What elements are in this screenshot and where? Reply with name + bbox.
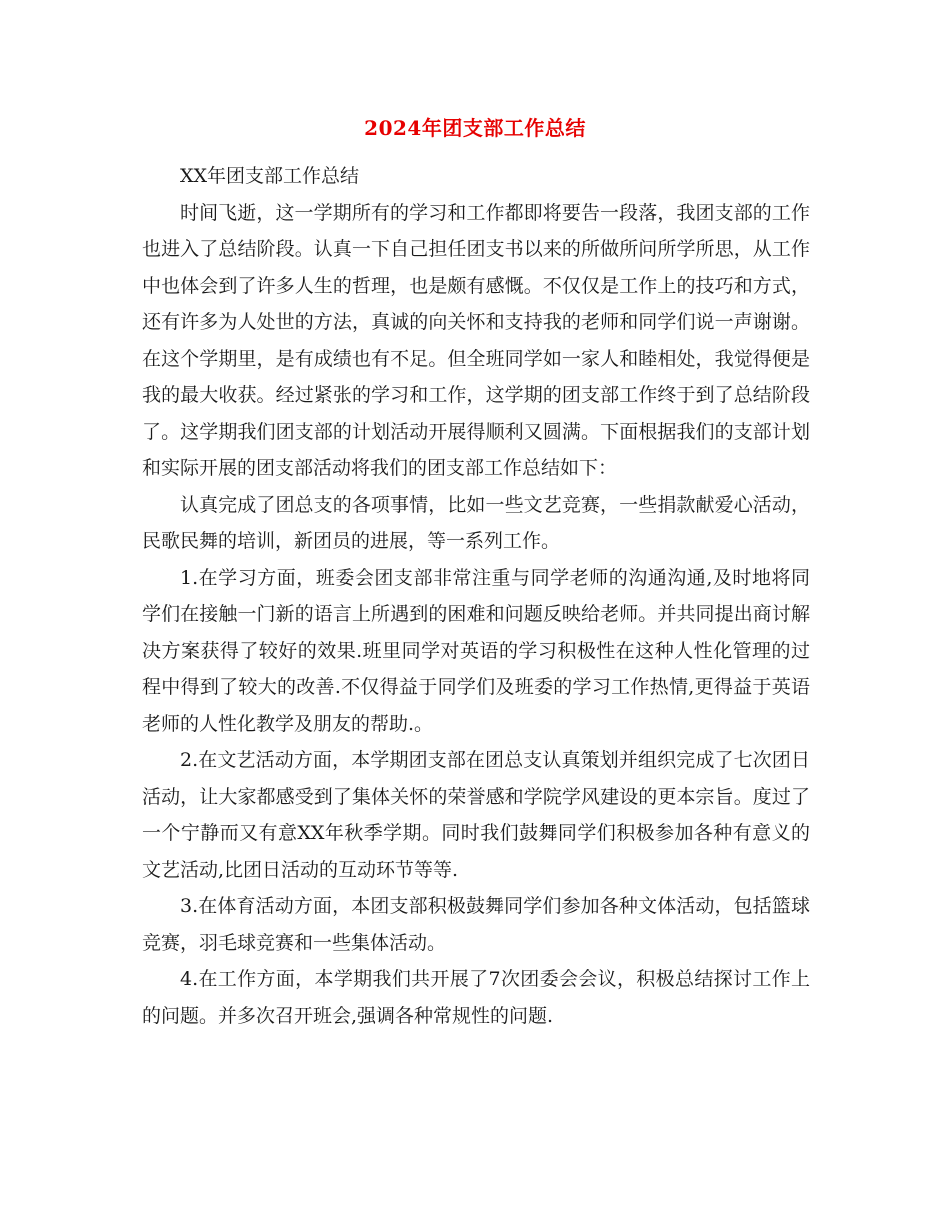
paragraph-arts: 2.在文艺活动方面，本学期团支部在团总支认真策划并组织完成了七次团日活动，让大家都感受到了集体关怀的荣誉感和学院学风建设的更本宗旨。度过了一个宁静而又有意XX年秋季学期。同时我们鼓舞同学们积极参加各种有意义的文艺活动,比团日活动的互动环节等等. [142,749,810,881]
paragraph-subtitle: XX年团支部工作总结 [180,165,360,187]
document-body [142,158,810,1034]
paragraph-work: 4.在工作方面，本学期我们共开展了7次团委会会议，积极总结探讨工作上的问题。并多次召开班会,强调各种常规性的问题. [142,968,810,1027]
paragraph-intro: 时间飞逝，这一学期所有的学习和工作都即将要告一段落，我团支部的工作也进入了总结阶段。认真一下自己担任团支书以来的所做所问所学所思，从工作中也体会到了许多人生的哲理，也是颇有感慨。不仅仅是工作上的技巧和方式，还有许多为人处世的方法，真诚的向关怀和支持我的老师和同学们说一声谢谢。在这个学期里，是有成绩也有不足。但全班同学如一家人和睦相处，我觉得便是我的最大收获。经过紧张的学习和工作，这学期的团支部工作终于到了总结阶段了。这学期我们团支部的计划活动开展得顺利又圆满。下面根据我们的支部计划和实际开展的团支部活动将我们的团支部工作总结如下： [142,201,810,479]
paragraph-tasks: 认真完成了团总支的各项事情，比如一些文艺竞赛，一些捐款献爱心活动，民歌民舞的培训，新团员的进展，等一系列工作。 [142,493,810,552]
paragraph-study: 1.在学习方面，班委会团支部非常注重与同学老师的沟通沟通,及时地将同学们在接触一门新的语言上所遇到的困难和问题反映给老师。并共同提出商讨解决方案获得了较好的效果.班里同学对英语的学习积极性在这种人性化管理的过程中得到了较大的改善.不仅得益于同学们及班委的学习工作热情,更得益于英语老师的人性化教学及朋友的帮助.。 [142,566,810,735]
document-title: 2024年团支部工作总结 [364,116,586,140]
paragraph-sports: 3.在体育活动方面，本团支部积极鼓舞同学们参加各种文体活动，包括篮球竞赛，羽毛球竞赛和一些集体活动。 [142,895,810,954]
